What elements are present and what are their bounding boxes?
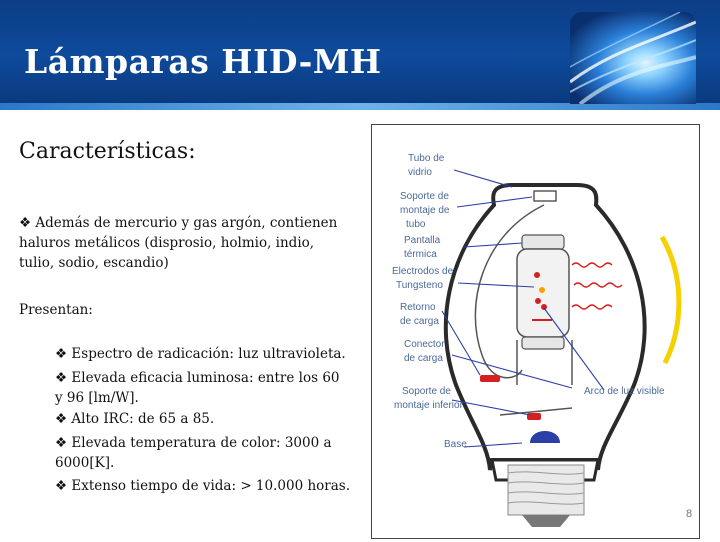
screw-base [508, 465, 584, 527]
intro-paragraph [19, 213, 339, 273]
section-heading: Características: [19, 139, 196, 164]
presentan-label: Presentan: [19, 302, 93, 318]
bullet-text: Extenso tiempo de vida: > 10.000 horas. [71, 478, 350, 494]
bullet-item [55, 433, 350, 473]
page-title: Lámparas HID-MH [24, 42, 382, 81]
label-tubo-vidrio: Tubo de vidrio [408, 153, 445, 178]
label-arco-luz-visible: Arco de luz visible [584, 386, 665, 397]
label-pantalla-termica: Pantalla térmica [404, 235, 441, 260]
label-soporte-inferior: Soporte de montaje inferior [394, 386, 463, 411]
title-bar-strip [0, 103, 720, 110]
visible-light-glow [662, 237, 679, 363]
diamond-bullet-icon: ❖ [55, 370, 68, 386]
bullet-item [55, 344, 350, 364]
diamond-bullet-icon: ❖ [19, 215, 32, 231]
lamp-diagram [372, 125, 699, 538]
bullet-item [55, 368, 350, 408]
diamond-bullet-icon: ❖ [55, 435, 68, 451]
label-conector-carga: Conector de carga [404, 339, 445, 364]
label-electrodos: Electrodos de Tungsteno [392, 266, 454, 291]
diamond-bullet-icon: ❖ [55, 411, 68, 427]
decorative-logo-image [570, 12, 696, 104]
label-base: Base [444, 439, 467, 450]
label-soporte-montaje-tubo: Soporte de montaje de tubo [400, 191, 450, 230]
diamond-bullet-icon: ❖ [55, 346, 68, 362]
page-number: 8 [686, 508, 693, 520]
bullet-text: Espectro de radicación: luz ultravioleta. [71, 346, 346, 362]
bullet-item [55, 476, 350, 496]
intro-text: Además de mercurio y gas argón, contienen haluros metálicos (disprosio, holmio, indio, tulio, sodio, escandio) [19, 215, 338, 271]
bullet-item [55, 409, 350, 429]
bullet-text: Alto IRC: de 65 a 85. [71, 411, 215, 427]
label-retorno-carga: Retorno de carga [400, 302, 439, 327]
bullet-text: Elevada eficacia luminosa: entre los 60 y 96 [lm/W]. [55, 370, 340, 406]
lamp-diagram-panel [371, 124, 700, 539]
diamond-bullet-icon: ❖ [55, 478, 68, 494]
bullet-text: Elevada temperatura de color: 3000 a 6000[K]. [55, 435, 332, 471]
